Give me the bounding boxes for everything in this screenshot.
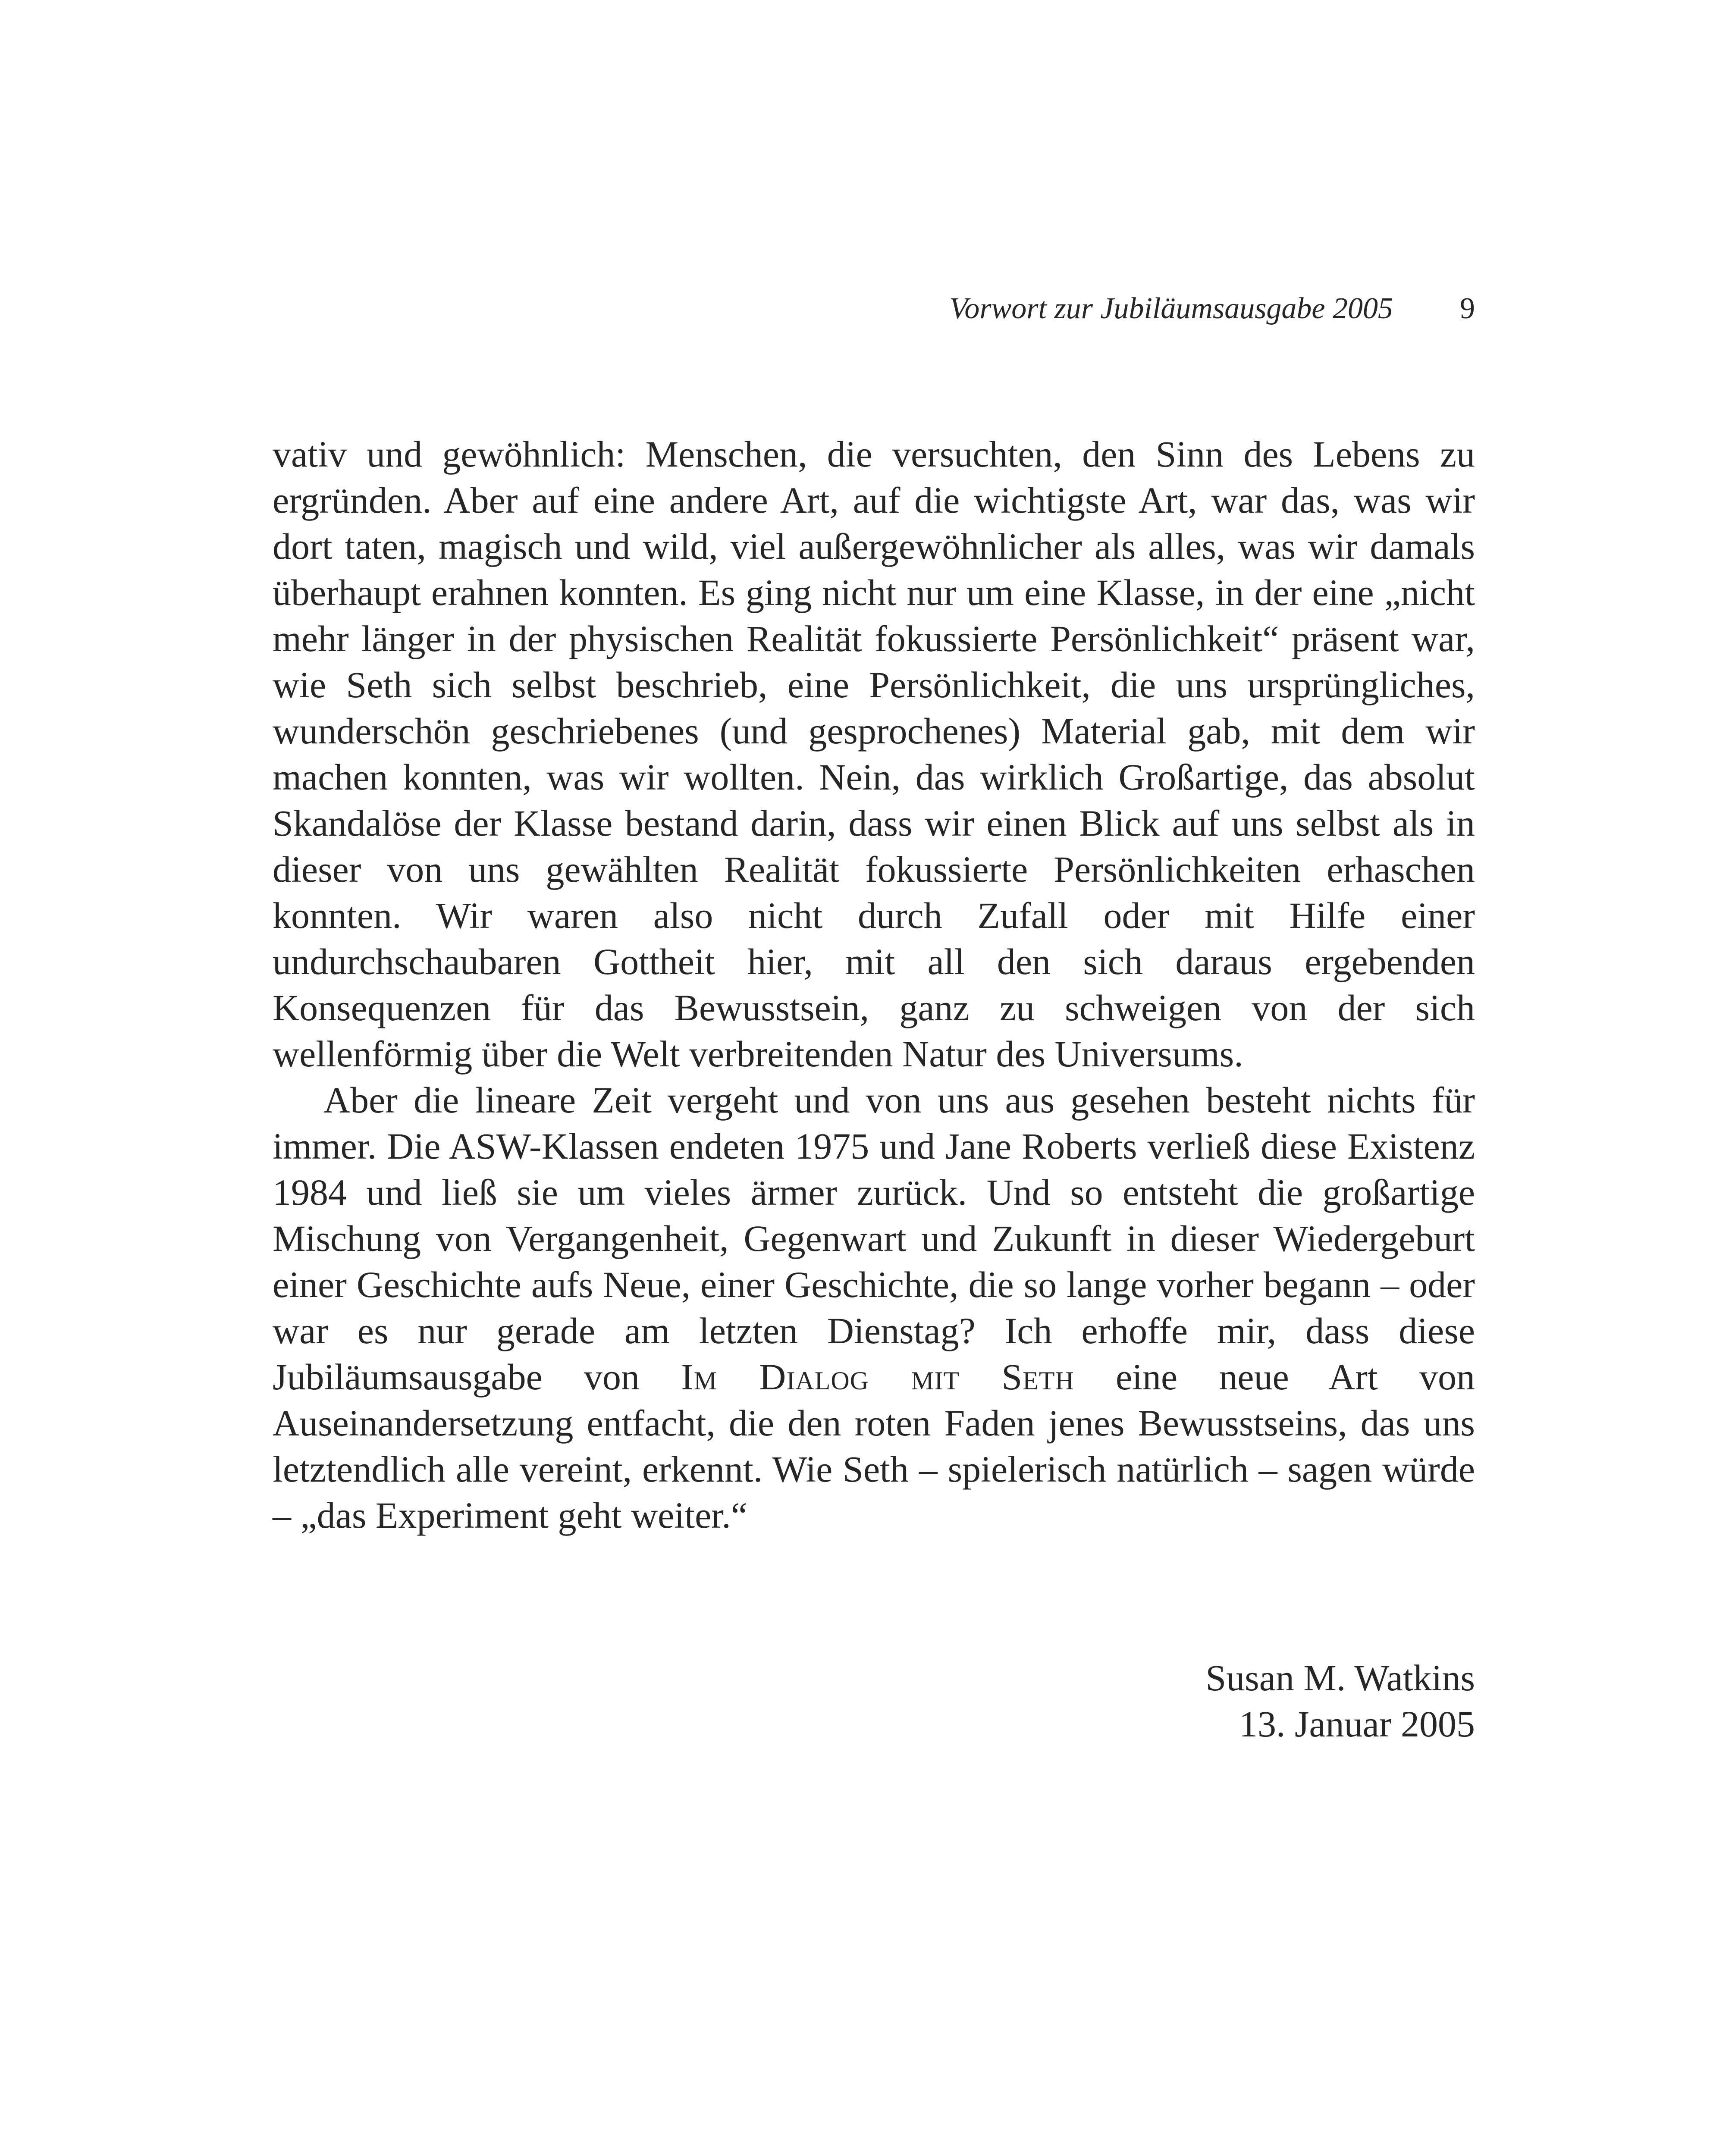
paragraph-1: vativ und gewöhnlich: Menschen, die versuchten, den Sinn des Lebens zu ergründen. Aber auf eine andere Art, auf die wichtigste Art, war das, was wir dort taten, magisch und wild, viel außergewöhnlicher als alles, was wir damals überhaupt erahnen konnten. Es ging nicht nur um eine Klasse, in der eine „nicht mehr länger in der physischen Realität fokussierte Persönlichkeit“ präsent war, wie Seth sich selbst beschrieb, eine Persönlichkeit, die uns ursprüngliches, wunderschön geschriebenes (und gesprochenes) Material gab, mit dem wir machen konnten, was wir wollten. Nein, das wirklich Großartige, das absolut Skandalöse der Klasse bestand darin, dass wir einen Blick auf uns selbst als in dieser von uns gewählten Realität fokussierte Persönlichkeiten erhaschen konnten. Wir waren also nicht durch Zufall oder mit Hilfe einer undurchschaubaren Gottheit hier, mit all den sich daraus ergebenden Konsequenzen für das Bewusstsein, ganz zu schweigen von der sich wellenförmig über die Welt verbreitenden Natur des Universums.	[273, 433, 1475, 1075]
paragraph-2-part-1: Aber die lineare Zeit vergeht und von uns aus gesehen besteht nichts für immer. Die ASW-Klassen endeten 1975 und Jane Roberts verließ diese Existenz 1984 und ließ sie um vieles ärmer zurück. Und so entsteht die großartige Mischung von Vergangenheit, Gegenwart und Zukunft in dieser Wiedergeburt einer Geschichte aufs Neue, einer Geschichte, die so lange vorher begann – oder war es nur gerade am letzten Dienstag? Ich erhoffe mir, dass diese Jubiläumsausgabe von	[273, 1079, 1475, 1398]
page-number: 9	[1460, 292, 1475, 325]
paragraph-2-part-2: eine neue Art von Auseinandersetzung entfacht, die den roten Faden jenes Bewusstseins, das uns letztendlich alle vereint, erkennt. Wie Seth – spielerisch natürlich – sagen würde – „das Experiment geht weiter.“	[273, 1356, 1475, 1536]
book-title: Im Dialog mit Seth	[681, 1356, 1074, 1398]
paragraph-2	[273, 1077, 1475, 1539]
signature-block	[273, 1655, 1475, 1747]
signature-date: 13. Januar 2005	[1239, 1703, 1475, 1745]
running-header	[0, 287, 1475, 330]
main-text	[273, 431, 1475, 1539]
author-name: Susan M. Watkins	[1205, 1657, 1475, 1698]
running-title: Vorwort zur Jubiläumsausgabe 2005	[949, 292, 1393, 325]
